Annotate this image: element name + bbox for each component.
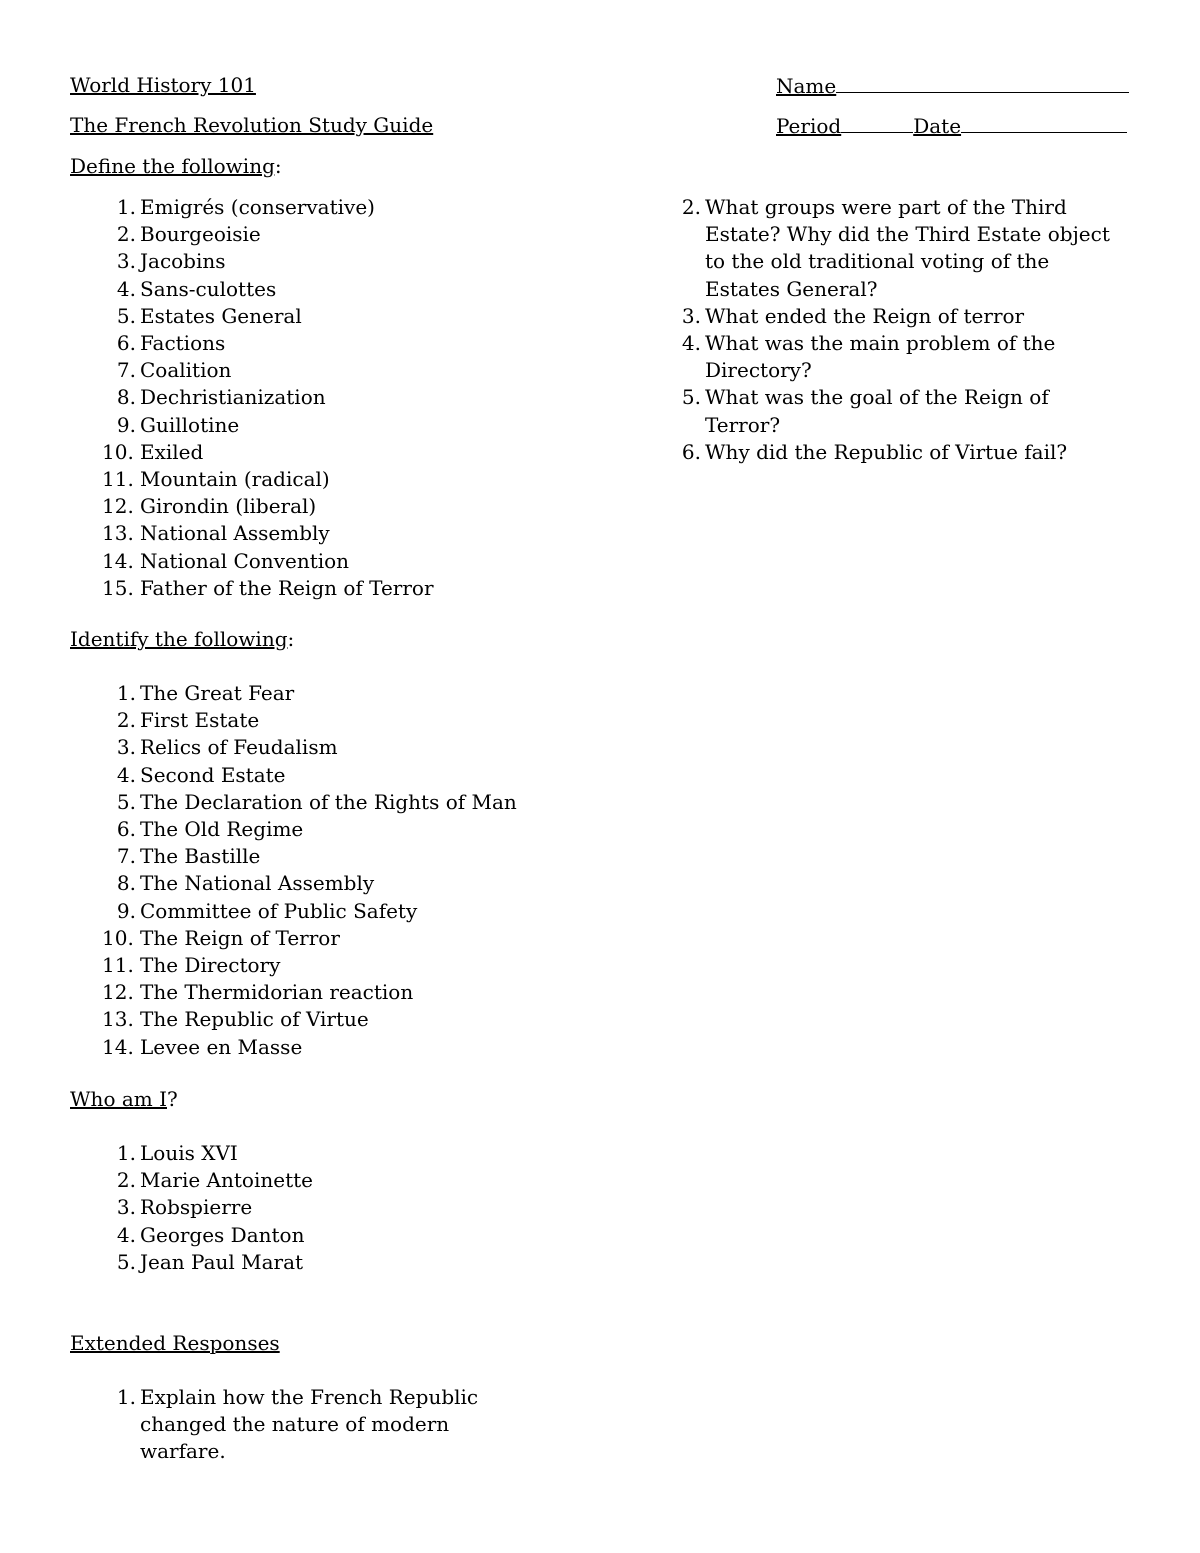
list-item (104, 734, 584, 761)
list-item (104, 384, 584, 411)
list-item (669, 439, 1129, 466)
list-item (104, 276, 584, 303)
identify-heading (70, 626, 294, 653)
list-item (104, 194, 584, 221)
list-item-text: The Old Regime (140, 817, 304, 842)
list-item-text: Girondin (liberal) (140, 494, 317, 519)
list-item (104, 357, 584, 384)
list-item-text: Explain how the French Republic changed the nature of modern warfare. (140, 1385, 479, 1464)
list-item-number: 4. (681, 331, 701, 356)
name-label: Name (776, 74, 837, 98)
name-field (776, 72, 1129, 100)
list-item (104, 952, 584, 979)
list-item (104, 575, 584, 602)
list-item (104, 493, 584, 520)
date-label: Date (913, 114, 962, 138)
list-item-number: 5. (681, 385, 701, 410)
identify-heading-text: Identify the following (70, 627, 288, 651)
list-item-text: The Reign of Terror (140, 925, 340, 950)
list-item-number: 13. (102, 1007, 134, 1032)
list-item-text: Sans-culottes (140, 276, 277, 301)
list-item-number: 1. (116, 1141, 136, 1165)
list-item-text: Second Estate (140, 762, 286, 787)
list-item-number: 4. (116, 1222, 136, 1247)
list-item-text: The Directory (140, 953, 281, 978)
list-item-text: What ended the Reign of terror (705, 303, 1025, 328)
list-item (104, 789, 584, 816)
list-item-number: 14. (102, 548, 134, 573)
list-item (104, 1194, 584, 1221)
list-item-text: National Assembly (140, 521, 330, 546)
list-item-number: 6. (116, 817, 136, 842)
list-item-text: The Republic of Virtue (140, 1007, 369, 1032)
list-item-number: 4. (116, 276, 136, 301)
list-item-text: The Thermidorian reaction (140, 980, 414, 1005)
date-blank (961, 112, 1127, 133)
list-item (104, 221, 584, 248)
list-item-text: The National Assembly (140, 871, 375, 896)
list-item (104, 520, 584, 547)
list-item-text: Committee of Public Safety (140, 898, 418, 923)
list-item-number: 3. (681, 303, 701, 328)
list-item (104, 1140, 584, 1167)
list-item (104, 1006, 584, 1033)
page-title: The French Revolution Study Guide (70, 113, 434, 137)
list-item (669, 303, 1129, 330)
list-item-number: 2. (116, 708, 136, 733)
list-item-number: 10. (102, 439, 134, 464)
list-item-number: 2. (116, 1168, 136, 1193)
define-list (104, 194, 584, 602)
list-item-number: 3. (116, 249, 136, 274)
list-item-number: 4. (116, 762, 136, 787)
list-item (104, 1249, 584, 1276)
list-item-number: 13. (102, 521, 134, 546)
list-item-text: National Convention (140, 548, 350, 573)
list-item-text: Jacobins (140, 249, 226, 274)
list-item (104, 816, 584, 843)
list-item-text: Exiled (140, 439, 204, 464)
who-heading-text: Who am I (70, 1087, 167, 1111)
list-item-number: 5. (116, 303, 136, 328)
list-item-text: What groups were part of the Third Estate? Why did the Third Estate object to the old traditional voting of the Estates General? (705, 195, 1110, 301)
extended-list-left (104, 1384, 540, 1466)
list-item-number: 15. (102, 575, 134, 600)
list-item-text: Marie Antoinette (140, 1168, 313, 1193)
define-heading-colon: : (274, 154, 282, 178)
list-item-text: The Great Fear (140, 681, 295, 705)
list-item-number: 1. (116, 1385, 136, 1409)
list-item (669, 194, 1129, 303)
list-item-text: Factions (140, 331, 226, 356)
list-item-number: 8. (116, 385, 136, 410)
name-blank (836, 72, 1129, 93)
list-item-text: Robspierre (140, 1195, 253, 1220)
list-item-text: Why did the Republic of Virtue fail? (705, 439, 1068, 464)
identify-list (104, 680, 584, 1061)
list-item-text: The Bastille (140, 844, 261, 869)
list-item-number: 6. (116, 331, 136, 356)
list-item (669, 384, 1129, 438)
list-item-text: Estates General (140, 303, 302, 328)
list-item-number: 3. (116, 1195, 136, 1220)
list-item-text: Louis XVI (140, 1141, 238, 1165)
list-item-number: 14. (102, 1034, 134, 1059)
list-item-text: Coalition (140, 358, 232, 383)
list-item (104, 303, 584, 330)
list-item-text: Relics of Feudalism (140, 735, 338, 760)
list-item-number: 3. (116, 735, 136, 760)
list-item-number: 9. (116, 412, 136, 437)
list-item (104, 898, 584, 925)
extended-list-right (669, 194, 1129, 466)
course-title: World History 101 (70, 73, 256, 97)
list-item (104, 330, 584, 357)
list-item (104, 548, 584, 575)
list-item-text: Dechristianization (140, 385, 326, 410)
list-item-text: Levee en Masse (140, 1034, 303, 1059)
list-item-text: Emigrés (conservative) (140, 195, 375, 219)
define-heading-text: Define the following (70, 154, 275, 178)
list-item-number: 5. (116, 1249, 136, 1274)
list-item (669, 330, 1129, 384)
list-item-text: Mountain (radical) (140, 467, 330, 492)
list-item-number: 5. (116, 789, 136, 814)
list-item (104, 707, 584, 734)
list-item-number: 2. (116, 222, 136, 247)
list-item-text: Father of the Reign of Terror (140, 575, 434, 600)
list-item-text: What was the main problem of the Directory? (705, 331, 1056, 383)
extended-heading: Extended Responses (70, 1331, 280, 1355)
period-blank (841, 112, 913, 133)
list-item-text: Bourgeoisie (140, 222, 261, 247)
list-item-text: Georges Danton (140, 1222, 305, 1247)
period-date-field (776, 112, 1127, 140)
list-item-number: 1. (116, 681, 136, 705)
list-item-number: 11. (102, 467, 134, 492)
who-list (104, 1140, 584, 1276)
who-heading-mark: ? (166, 1087, 178, 1111)
list-item-number: 12. (102, 494, 134, 519)
list-item (104, 248, 584, 275)
list-item-number: 6. (681, 439, 701, 464)
list-item-number: 10. (102, 925, 134, 950)
list-item (104, 1384, 540, 1466)
list-item-number: 2. (681, 195, 701, 219)
identify-heading-colon: : (287, 627, 295, 651)
list-item (104, 412, 584, 439)
list-item-number: 9. (116, 898, 136, 923)
list-item (104, 843, 584, 870)
list-item-number: 11. (102, 953, 134, 978)
list-item (104, 466, 584, 493)
list-item (104, 1034, 584, 1061)
list-item (104, 762, 584, 789)
list-item-text: Jean Paul Marat (140, 1249, 304, 1274)
list-item-number: 12. (102, 980, 134, 1005)
list-item-number: 7. (116, 358, 136, 383)
list-item-text: What was the goal of the Reign of Terror? (705, 385, 1049, 437)
list-item-number: 7. (116, 844, 136, 869)
list-item (104, 1167, 584, 1194)
list-item (104, 870, 584, 897)
who-heading (70, 1086, 178, 1113)
list-item (104, 439, 584, 466)
period-label: Period (776, 114, 842, 138)
list-item-number: 8. (116, 871, 136, 896)
list-item-text: The Declaration of the Rights of Man (140, 789, 517, 814)
list-item (104, 979, 584, 1006)
list-item-text: Guillotine (140, 412, 240, 437)
list-item (104, 925, 584, 952)
list-item-number: 1. (116, 195, 136, 219)
list-item (104, 1222, 584, 1249)
list-item (104, 680, 584, 707)
define-heading (70, 153, 282, 180)
list-item-text: First Estate (140, 708, 260, 733)
